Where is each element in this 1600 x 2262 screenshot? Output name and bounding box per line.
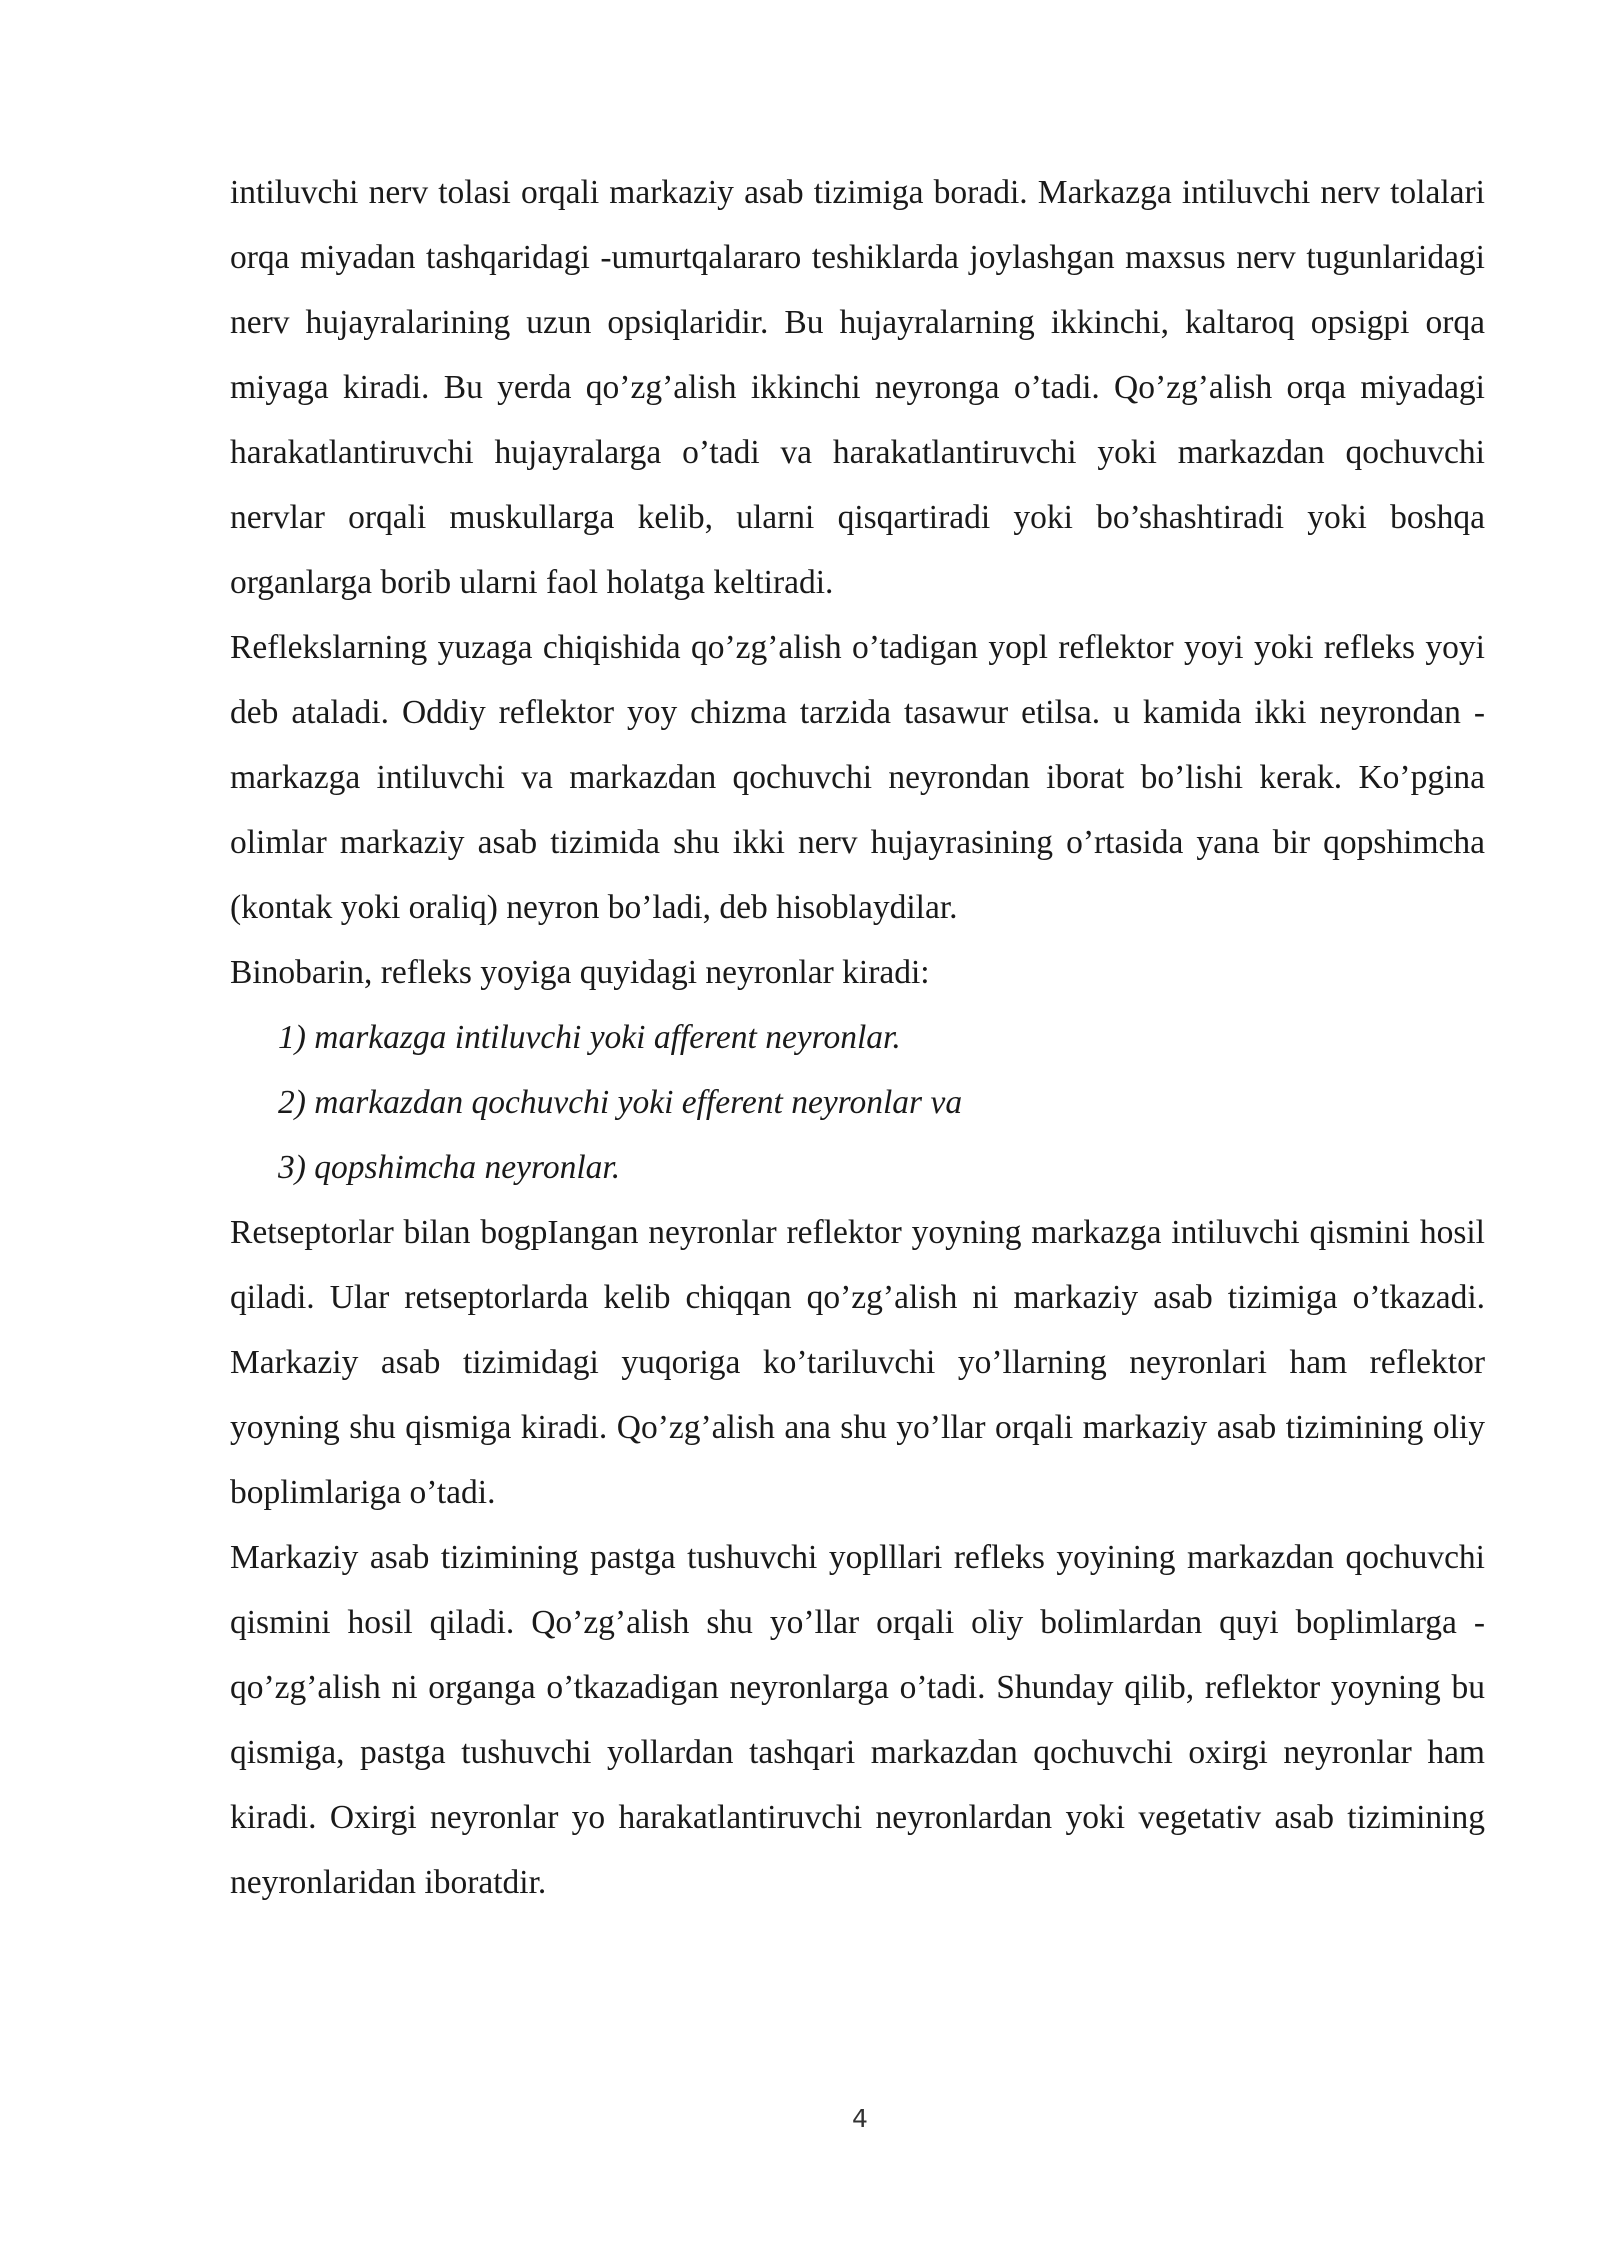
- page-number: 4: [852, 2104, 868, 2133]
- paragraph-2: Reflekslarning yuzaga chiqishida qo’zg’alish o’tadigan yopl reflektor yoyi yoki refleks yoyi deb ataladi. Oddiy reflektor yoy chizma tarzida tasawur etilsa. u kamida ikki neyrondan - markazga intiluvchi va markazdan qochuvchi neyrondan iborat bo’lishi kerak. Ko’pgina olimlar markaziy asab tizimida shu ikki nerv hujayrasining o’rtasida yana bir qopshimcha (kontak yoki oraliq) neyron bo’ladi, deb hisoblaydilar.: [230, 629, 1485, 926]
- paragraph-4: Retseptorlar bilan bogpIangan neyronlar reflektor yoyning markazga intiluvchi qismini hosil qiladi. Ular retseptorlarda kelib chiqqan qo’zg’alish ni markaziy asab tizimiga o’tkazadi. Markaziy asab tizimidagi yuqoriga ko’tariluvchi yo’llarning neyronlari ham reflektor yoyning shu qismiga kiradi. Qo’zg’alish ana shu yo’llar orqali markaziy asab tizimining oliy boplimlariga o’tadi.: [230, 1214, 1485, 1511]
- paragraph-5: Markaziy asab tizimining pastga tushuvchi yoplllari refleks yoyining markazdan qochuvchi qismini hosil qiladi. Qo’zg’alish shu yo’llar orqali oliy bolimlardan quyi boplimlarga - qo’zg’alish ni organga o’tkazadigan neyronlarga o’tadi. Shunday qilib, reflektor yoyning bu qismiga, pastga tushuvchi yollardan tashqari markazdan qochuvchi oxirgi neyronlar ham kiradi. Oxirgi neyronlar yo harakatlantiruvchi neyronlardan yoki vegetativ asab tizimining neyronlaridan iboratdir.: [230, 1539, 1485, 1901]
- list-item: 3) qopshimcha neyronlar.: [278, 1149, 621, 1186]
- paragraph-3: Binobarin, refleks yoyiga quyidagi neyronlar kiradi:: [230, 954, 930, 991]
- paragraph-1: intiluvchi nerv tolasi orqali markaziy asab tizimiga boradi. Markazga intiluvchi nerv tolalari orqa miyadan tashqaridagi -umurtqalararo teshiklarda joylashgan maxsus nerv tugunlaridagi nerv hujayralarining uzun opsiqlaridir. Bu hujayralarning ikkinchi, kaltaroq opsigpi orqa miyaga kiradi. Bu yerda qo’zg’alish ikkinchi neyronga o’tadi. Qo’zg’alish orqa miyadagi harakatlantiruvchi hujayralarga o’tadi va harakatlantiruvchi yoki markazdan qochuvchi nervlar orqali muskullarga kelib, ularni qisqartiradi yoki bo’shashtiradi yoki boshqa organlarga borib ularni faol holatga keltiradi.: [230, 174, 1485, 601]
- body-text: [230, 160, 1485, 1915]
- list-item: 1) markazga intiluvchi yoki afferent neyronlar.: [278, 1019, 901, 1056]
- neuron-list: [230, 1005, 1485, 1200]
- list-item: 2) markazdan qochuvchi yoki efferent neyronlar va: [278, 1084, 963, 1121]
